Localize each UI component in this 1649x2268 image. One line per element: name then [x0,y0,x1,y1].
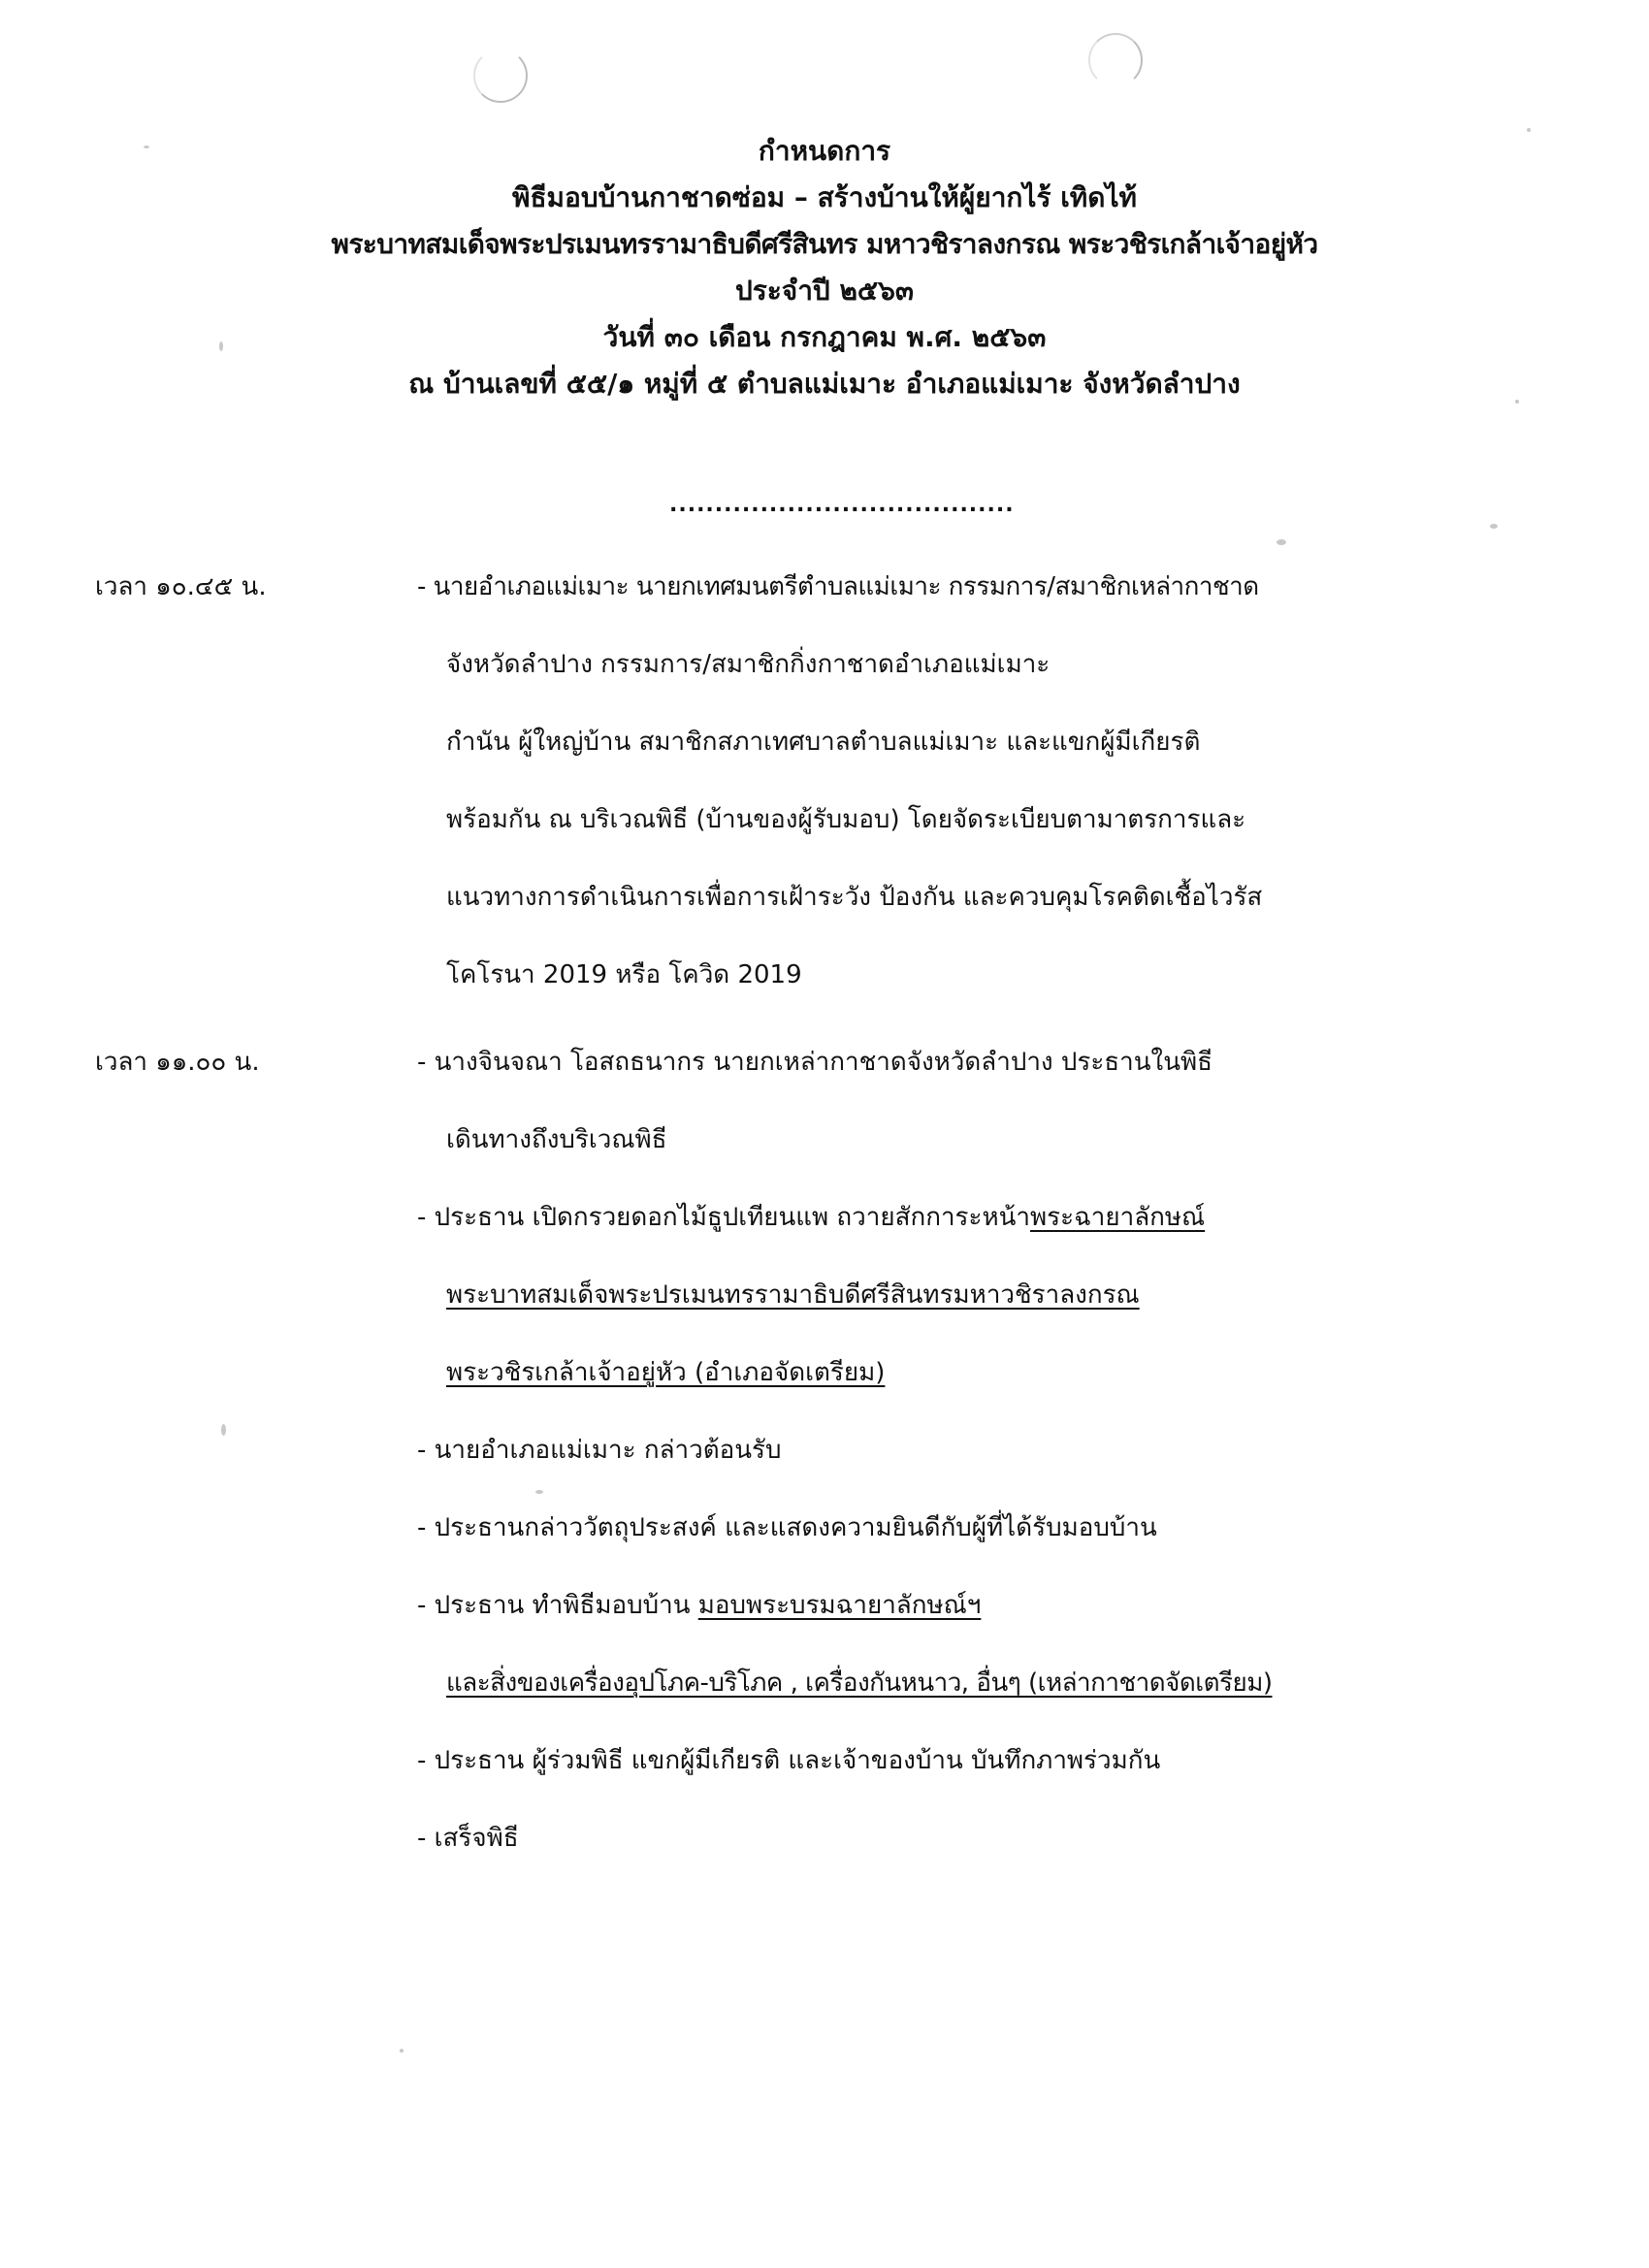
detail-line: โคโรนา 2019 หรือ โควิด 2019 [446,960,802,989]
detail-line [417,1664,1542,1741]
document-header [0,128,1649,407]
slot-details [417,1043,1542,1896]
detail-line [417,1353,1542,1431]
detail-line: จังหวัดลำปาง กรรมการ/สมาชิกกิ่งกาชาดอำเภอแม่เมาะ [446,650,1051,679]
detail-line [417,1198,1542,1276]
detail-line: - นายอำเภอแม่เมาะ กล่าวต้อนรับ [417,1436,782,1465]
scan-speck [400,2049,404,2053]
detail-line: แนวทางการดำเนินการเพื่อการเฝ้าระวัง ป้องกัน และควบคุมโรคติดเชื้อไวรัส [446,883,1263,912]
date-line: วันที่ ๓๐ เดือน กรกฎาคม พ.ศ. ๒๕๖๓ [602,321,1047,353]
header-title: กำหนดการ [758,135,891,167]
detail-line: - ประธาน ผู้ร่วมพิธี แขกผู้มีเกียรติ และเจ้าของบ้าน บันทึกภาพร่วมกัน [417,1746,1161,1775]
ceremony-name: พิธีมอบบ้านกาชาดซ่อม – สร้างบ้านให้ผู้ยากไร้ เทิดไท้ [512,181,1137,213]
detail-line: - ประธานกล่าววัตถุประสงค์ และแสดงความยินดีกับผู้ที่ได้รับมอบบ้าน [417,1513,1157,1542]
detail-line [417,1276,1542,1353]
scan-speck [221,1424,226,1436]
binder-hole-mark [1088,33,1143,87]
header-separator: ...................................... [669,493,1015,517]
detail-line: เดินทางถึงบริเวณพิธี [446,1125,667,1154]
detail-line: - นายอำเภอแม่เมาะ นายกเทศมนตรีตำบลแม่เมาะ กรรมการ/สมาชิกเหล่ากาชาด [417,572,1259,601]
slot-time: เวลา ๑๐.๔๕ น. [95,572,267,601]
gift-items-underlined: และสิ่งของเครื่องอุปโภค-บริโภค , เครื่องกันหนาว, อื่นๆ (เหล่ากาชาดจัดเตรียม) [446,1669,1273,1698]
detail-text: - ประธาน เปิดกรวยดอกไม้ธูปเทียนแพ ถวายสักการะหน้า [417,1203,1030,1232]
location-line: ณ บ้านเลขที่ ๕๕/๑ หมู่ที่ ๕ ตำบลแม่เมาะ อำเภอแม่เมาะ จังหวัดลำปาง [408,368,1241,400]
scan-speck [1277,539,1286,545]
slot-details [417,567,1542,1033]
portrait-gift-underlined: มอบพระบรมฉายาลักษณ์ฯ [697,1591,982,1620]
detail-line [417,1586,1542,1664]
year-line: ประจำปี ๒๕๖๓ [734,275,915,307]
slot-time: เวลา ๑๑.๐๐ น. [95,1048,260,1077]
detail-text: - ประธาน ทำพิธีมอบบ้าน [417,1591,698,1620]
scan-speck [1490,524,1498,529]
detail-line: พร้อมกัน ณ บริเวณพิธี (บ้านของผู้รับมอบ) โดยจัดระเบียบตามาตรการและ [446,805,1246,834]
detail-line: - นางจินจณา โอสถธนากร นายกเหล่ากาชาดจังหวัดลำปาง ประธานในพิธี [417,1048,1213,1077]
royal-title-underlined: พระวชิรเกล้าเจ้าอยู่หัว (อำเภอจัดเตรียม) [446,1358,886,1387]
detail-line: - เสร็จพิธี [417,1824,519,1853]
royal-title: พระบาทสมเด็จพระปรเมนทรรามาธิบดีศรีสินทร มหาวชิราลงกรณ พระวชิรเกล้าเจ้าอยู่หัว [331,228,1318,260]
royal-name-underlined: พระบาทสมเด็จพระปรเมนทรรามาธิบดีศรีสินทรมหาวชิราลงกรณ [446,1280,1140,1310]
portrait-reference: พระฉายาลักษณ์ [1030,1203,1206,1232]
binder-hole-mark [473,49,528,103]
detail-line: กำนัน ผู้ใหญ่บ้าน สมาชิกสภาเทศบาลตำบลแม่เมาะ และแขกผู้มีเกียรติ [446,728,1201,757]
